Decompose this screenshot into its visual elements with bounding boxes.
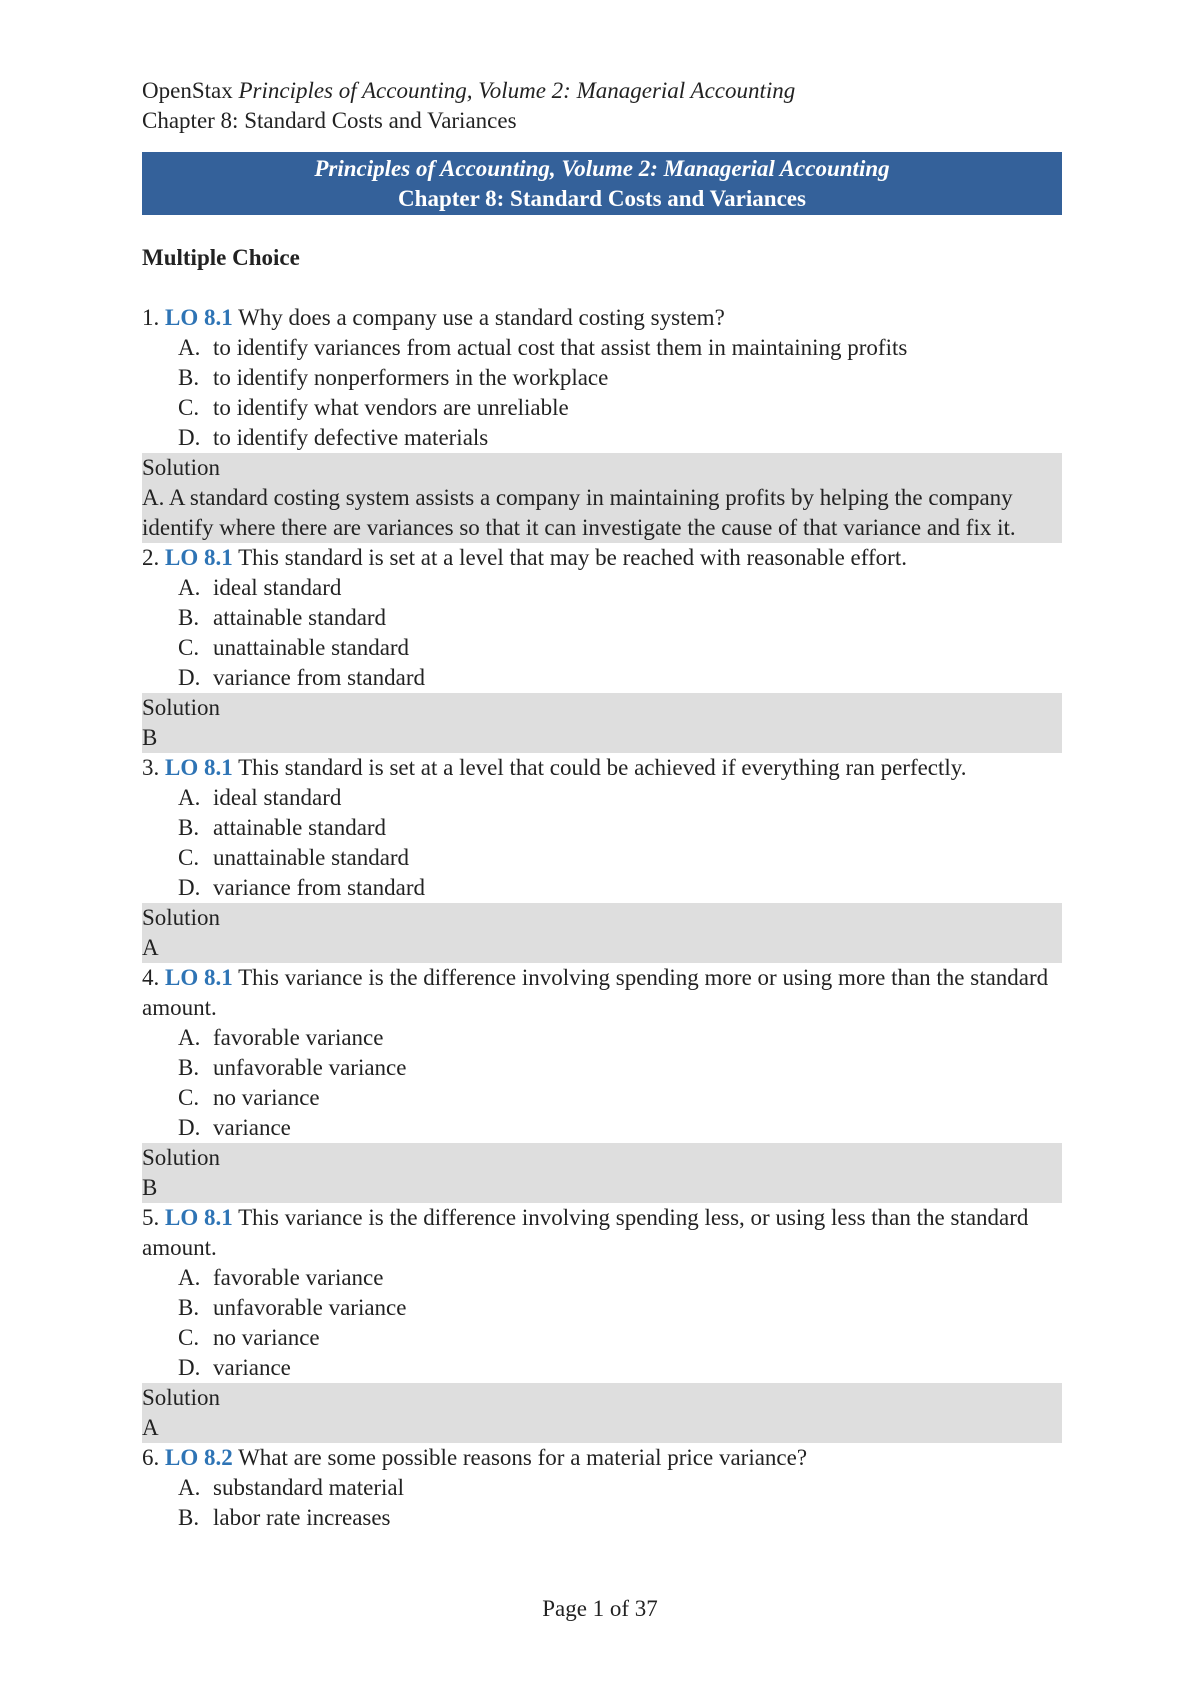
option-letter: D. xyxy=(178,1115,201,1140)
question-stem xyxy=(142,543,1062,573)
solution-answer: A xyxy=(142,935,159,960)
question-item xyxy=(142,1443,1062,1533)
answer-option xyxy=(178,1323,1062,1353)
solution-label: Solution xyxy=(142,455,220,480)
question-list xyxy=(142,303,1062,1533)
solution-label: Solution xyxy=(142,1145,220,1170)
question-stem xyxy=(142,1443,1062,1473)
solution-box xyxy=(142,693,1062,753)
option-text: attainable standard xyxy=(213,815,387,840)
solution-box xyxy=(142,453,1062,543)
answer-option xyxy=(178,1113,1062,1143)
option-letter: B. xyxy=(178,605,200,630)
answer-option xyxy=(178,573,1062,603)
solution-box xyxy=(142,1143,1062,1203)
option-text: labor rate increases xyxy=(213,1505,391,1530)
option-text: to identify defective materials xyxy=(213,425,489,450)
answer-option xyxy=(178,1023,1062,1053)
option-letter: D. xyxy=(178,875,201,900)
learning-objective-link[interactable]: LO 8.1 xyxy=(165,1205,233,1230)
answer-option xyxy=(178,783,1062,813)
learning-objective-link[interactable]: LO 8.1 xyxy=(165,965,233,990)
solution-answer: B xyxy=(142,1175,158,1200)
question-text: This standard is set at a level that could be achieved if everything ran perfectly. xyxy=(238,755,967,780)
answer-option xyxy=(178,843,1062,873)
option-letter: A. xyxy=(178,335,201,360)
option-text: variance from standard xyxy=(213,665,426,690)
option-letter: C. xyxy=(178,395,200,420)
answer-option xyxy=(178,813,1062,843)
page-content xyxy=(142,76,1062,1533)
page-number: Page 1 of 37 xyxy=(542,1596,658,1621)
option-text: variance xyxy=(213,1355,291,1380)
answer-option xyxy=(178,873,1062,903)
answer-option xyxy=(178,1083,1062,1113)
question-number: 1. xyxy=(142,305,160,330)
option-text: unattainable standard xyxy=(213,635,410,660)
answer-option xyxy=(178,1473,1062,1503)
option-text: ideal standard xyxy=(213,575,342,600)
learning-objective-link[interactable]: LO 8.1 xyxy=(165,755,233,780)
answer-options xyxy=(142,1473,1062,1533)
answer-option xyxy=(178,1263,1062,1293)
question-text: This standard is set at a level that may be reached with reasonable effort. xyxy=(238,545,907,570)
option-letter: B. xyxy=(178,1295,200,1320)
option-text: ideal standard xyxy=(213,785,342,810)
option-text: unattainable standard xyxy=(213,845,410,870)
option-text: variance from standard xyxy=(213,875,426,900)
answer-option xyxy=(178,633,1062,663)
answer-options xyxy=(142,1023,1062,1143)
option-text: substandard material xyxy=(213,1475,404,1500)
option-letter: A. xyxy=(178,1265,201,1290)
section-title: Multiple Choice xyxy=(142,245,300,270)
solution-answer: B xyxy=(142,725,158,750)
question-item xyxy=(142,543,1062,753)
answer-options xyxy=(142,783,1062,903)
option-letter: A. xyxy=(178,785,201,810)
question-stem xyxy=(142,1203,1062,1263)
question-text: Why does a company use a standard costing system? xyxy=(238,305,725,330)
answer-option xyxy=(178,603,1062,633)
option-text: to identify what vendors are unreliable xyxy=(213,395,569,420)
answer-option xyxy=(178,1053,1062,1083)
solution-box xyxy=(142,903,1062,963)
option-letter: B. xyxy=(178,1055,200,1080)
option-text: unfavorable variance xyxy=(213,1295,407,1320)
header-line-2: Chapter 8: Standard Costs and Variances xyxy=(142,108,517,133)
answer-options xyxy=(142,1263,1062,1383)
solution-label: Solution xyxy=(142,905,220,930)
option-letter: A. xyxy=(178,1475,201,1500)
question-text: This variance is the difference involving spending less, or using less than the standard amount. xyxy=(142,1205,1029,1260)
option-letter: B. xyxy=(178,1505,200,1530)
learning-objective-link[interactable]: LO 8.1 xyxy=(165,305,233,330)
answer-option xyxy=(178,1353,1062,1383)
header-book-title: Principles of Accounting, Volume 2: Managerial Accounting xyxy=(238,78,796,103)
option-letter: D. xyxy=(178,1355,201,1380)
question-number: 2. xyxy=(142,545,160,570)
running-header xyxy=(142,76,1062,136)
option-letter: B. xyxy=(178,365,200,390)
option-text: unfavorable variance xyxy=(213,1055,407,1080)
question-number: 6. xyxy=(142,1445,160,1470)
answer-option xyxy=(178,663,1062,693)
option-text: no variance xyxy=(213,1325,320,1350)
banner-chapter-title: Chapter 8: Standard Costs and Variances xyxy=(398,186,806,211)
option-letter: C. xyxy=(178,1325,200,1350)
answer-option xyxy=(178,333,1062,363)
option-letter: D. xyxy=(178,665,201,690)
option-letter: A. xyxy=(178,1025,201,1050)
option-letter: C. xyxy=(178,1085,200,1110)
option-text: variance xyxy=(213,1115,291,1140)
option-text: to identify nonperformers in the workplace xyxy=(213,365,609,390)
option-letter: D. xyxy=(178,425,201,450)
answer-option xyxy=(178,1503,1062,1533)
question-item xyxy=(142,1203,1062,1443)
option-letter: A. xyxy=(178,575,201,600)
answer-option xyxy=(178,423,1062,453)
learning-objective-link[interactable]: LO 8.2 xyxy=(165,1445,233,1470)
question-item xyxy=(142,303,1062,543)
question-item xyxy=(142,753,1062,963)
question-stem xyxy=(142,753,1062,783)
option-text: favorable variance xyxy=(213,1025,384,1050)
question-text: What are some possible reasons for a material price variance? xyxy=(238,1445,808,1470)
answer-options xyxy=(142,573,1062,693)
answer-option xyxy=(178,1293,1062,1323)
header-publisher: OpenStax xyxy=(142,78,239,103)
solution-label: Solution xyxy=(142,1385,220,1410)
solution-box xyxy=(142,1383,1062,1443)
answer-option xyxy=(178,363,1062,393)
solution-answer: A. A standard costing system assists a company in maintaining profits by helping the company identify where there are variances so that it can investigate the cause of that variance and fix it. xyxy=(142,485,1016,540)
question-number: 5. xyxy=(142,1205,160,1230)
question-stem xyxy=(142,303,1062,333)
header-line-1 xyxy=(142,76,1062,106)
option-letter: C. xyxy=(178,635,200,660)
option-text: favorable variance xyxy=(213,1265,384,1290)
banner-book-title: Principles of Accounting, Volume 2: Managerial Accounting xyxy=(314,156,890,181)
question-stem xyxy=(142,963,1062,1023)
question-number: 4. xyxy=(142,965,160,990)
solution-label: Solution xyxy=(142,695,220,720)
title-banner xyxy=(142,152,1062,215)
option-letter: B. xyxy=(178,815,200,840)
question-item xyxy=(142,963,1062,1203)
option-text: no variance xyxy=(213,1085,320,1110)
option-text: attainable standard xyxy=(213,605,387,630)
solution-answer: A xyxy=(142,1415,159,1440)
option-letter: C. xyxy=(178,845,200,870)
question-text: This variance is the difference involving spending more or using more than the standard amount. xyxy=(142,965,1049,1020)
answer-option xyxy=(178,393,1062,423)
learning-objective-link[interactable]: LO 8.1 xyxy=(165,545,233,570)
question-number: 3. xyxy=(142,755,160,780)
option-text: to identify variances from actual cost that assist them in maintaining profits xyxy=(213,335,908,360)
answer-options xyxy=(142,333,1062,453)
